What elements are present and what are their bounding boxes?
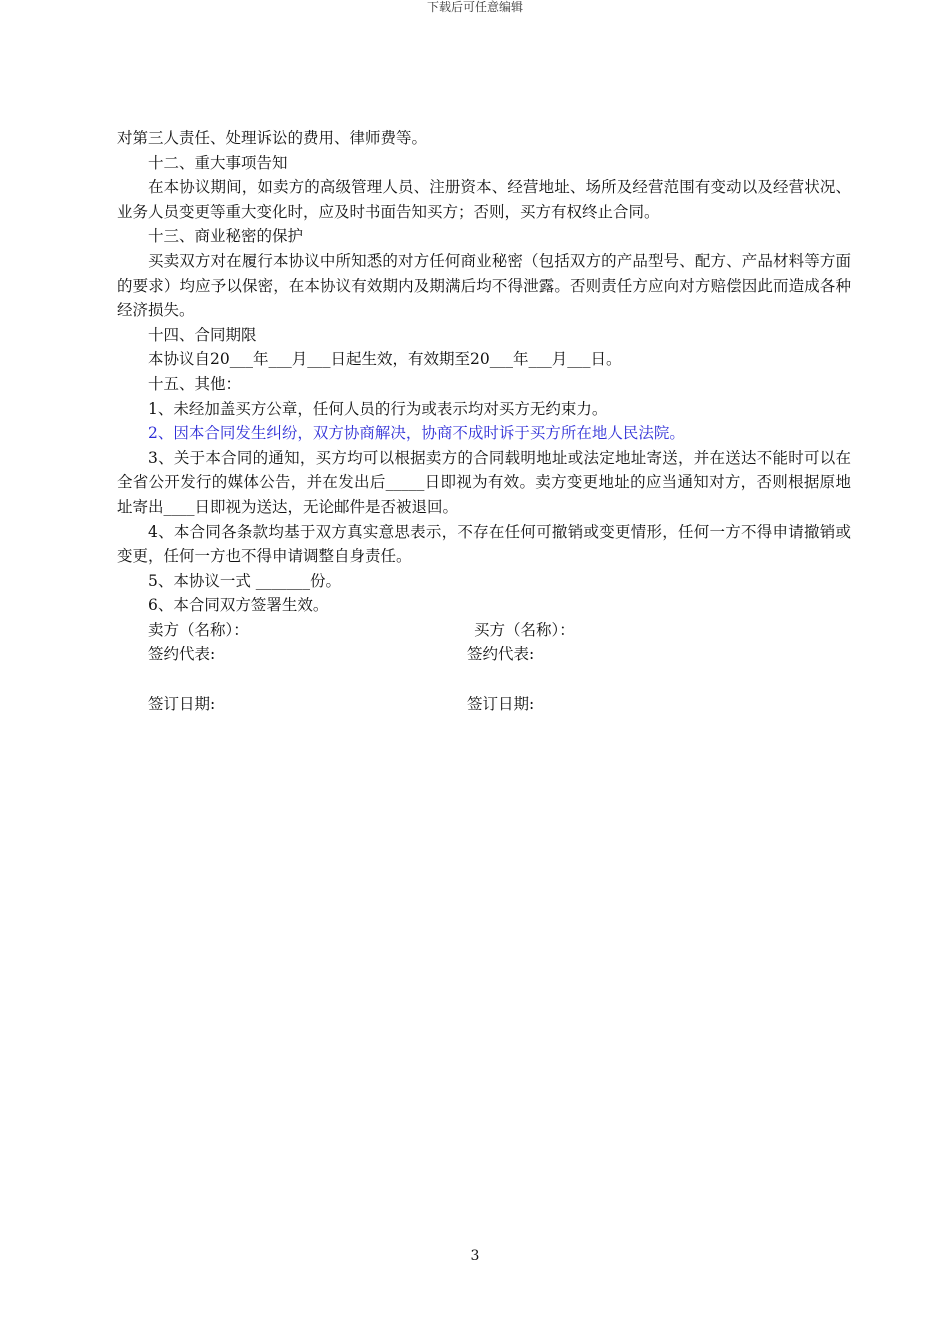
clause-4: 4、本合同各条款均基于双方真实意思表示，不存在任何可撤销或变更情形，任何一方不得申请撤销或变更，任何一方也不得申请调整自身责任。: [117, 522, 851, 566]
seller-name-label: 卖方（名称）：: [148, 620, 249, 639]
signature-spacer: [117, 667, 851, 692]
buyer-name-label: 买方（名称）：: [474, 620, 575, 639]
signature-row-dates: [117, 692, 851, 717]
paragraph-contract-term: 本协议自20___年___月___日起生效，有效期至20___年___月___日。: [148, 350, 622, 369]
buyer-date-label: 签订日期:: [467, 694, 535, 713]
clause-2-highlighted: 2、因本合同发生纠纷，双方协商解决，协商不成时诉于买方所在地人民法院。: [148, 424, 685, 443]
clause-5: 5、本协议一式 _______份。: [148, 571, 342, 590]
seller-rep-label: 签约代表:: [148, 645, 216, 664]
page-header: 下载后可任意编辑: [426, 0, 523, 14]
page-number: 3: [470, 1248, 480, 1264]
clause-6: 6、本合同双方签署生效。: [148, 596, 329, 615]
paragraph-major-notice: 在本协议期间，如卖方的高级管理人员、注册资本、经营地址、场所及经营范围有变动以及经营状况、业务人员变更等重大变化时，应及时书面告知买方；否则，买方有权终止合同。: [117, 178, 851, 221]
clause-3: 3、关于本合同的通知，买方均可以根据卖方的合同载明地址或法定地址寄送，并在送达不能时可以在全省公开发行的媒体公告，并在发出后_____日即视为有效。卖方变更地址的应当通知对方，否则根据原地址寄出____日即视为送达，无论邮件是否被退回。: [117, 448, 851, 516]
section-heading-12: 十二、重大事项告知: [148, 153, 288, 172]
buyer-rep-label: 签约代表:: [467, 645, 535, 664]
section-heading-15: 十五、其他：: [148, 374, 242, 393]
signature-row-representatives: [117, 642, 851, 667]
section-heading-13: 十三、商业秘密的保护: [148, 227, 304, 246]
signature-row-names: [117, 618, 851, 643]
section-heading-14: 十四、合同期限: [148, 325, 257, 344]
seller-date-label: 签订日期:: [148, 694, 216, 713]
paragraph-continuation: 对第三人责任、处理诉讼的费用、律师费等。: [117, 129, 428, 147]
paragraph-trade-secrets: 买卖双方对在履行本协议中所知悉的对方任何商业秘密（包括双方的产品型号、配方、产品材料等方面的要求）均应予以保密，在本协议有效期内及期满后均不得泄露。否则责任方应向对方赔偿因此而造成各种经济损失。: [117, 251, 851, 320]
document-body: [117, 126, 851, 716]
clause-1: 1、未经加盖买方公章，任何人员的行为或表示均对买方无约束力。: [148, 399, 608, 418]
